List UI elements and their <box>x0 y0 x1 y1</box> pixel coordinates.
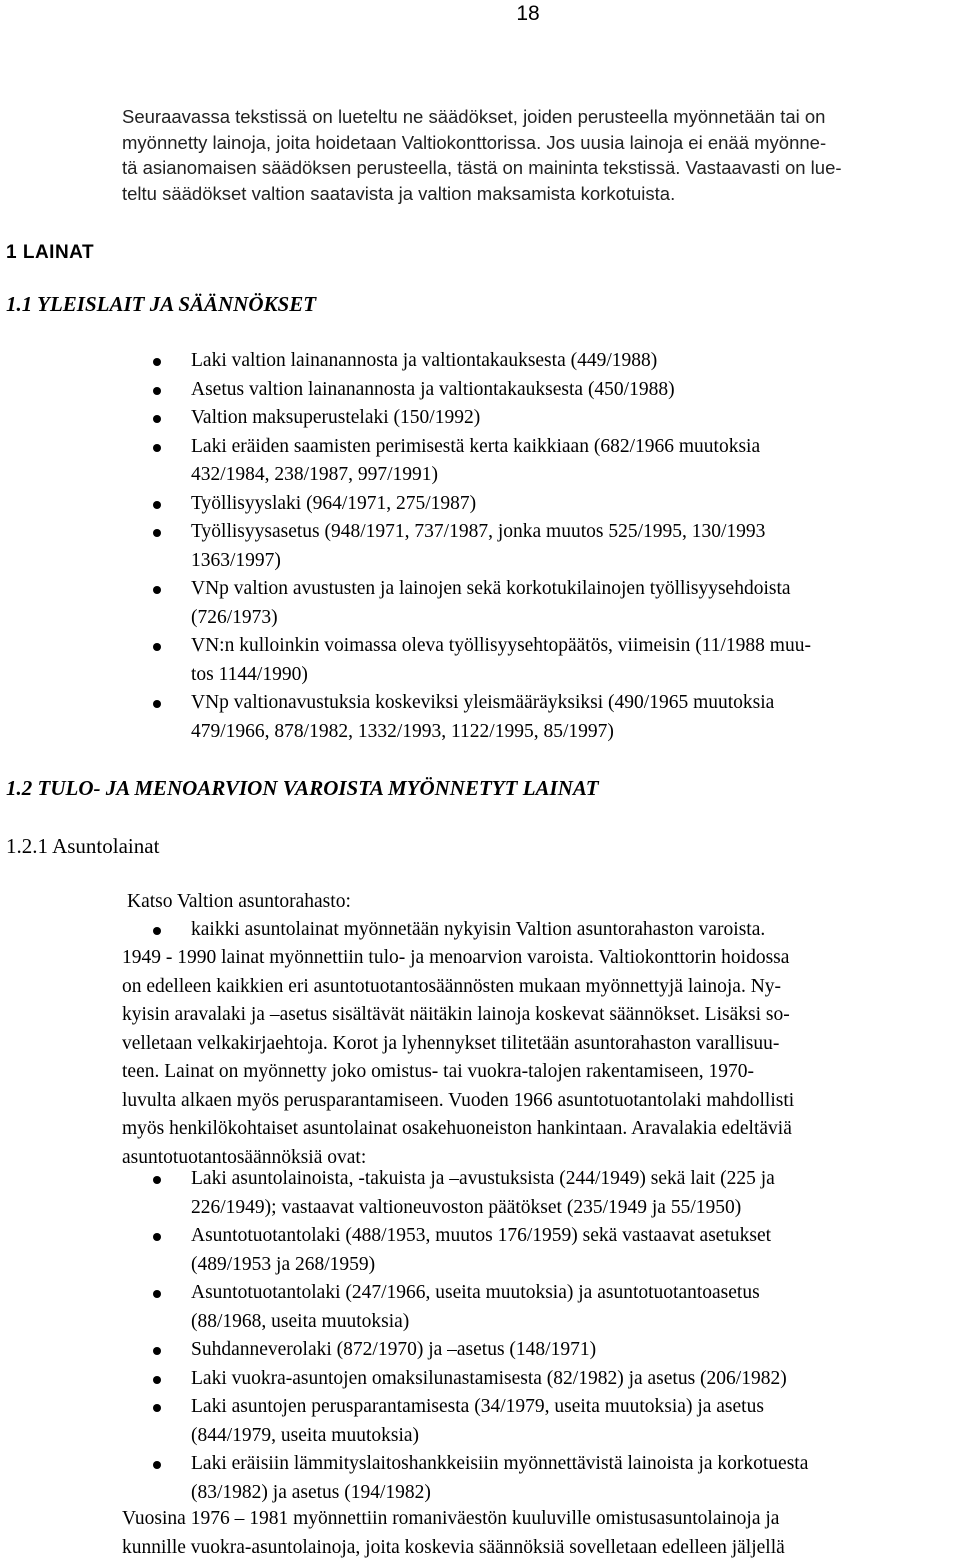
intro-line: Seuraavassa tekstissä on lueteltu ne säädökset, joiden perusteella myönnetään tai on <box>122 104 940 130</box>
bullet-icon <box>153 1290 161 1298</box>
list-item <box>122 490 811 519</box>
list-item-text: Laki asuntojen perusparantamisesta (34/1979, useita muutoksia) ja asetus <box>191 1393 808 1422</box>
page-number: 18 <box>0 2 960 26</box>
list-item-text: Asuntotuotantolaki (247/1966, useita muutoksia) ja asuntotuotantoasetus <box>191 1279 808 1308</box>
list-item-text: 226/1949); vastaavat valtioneuvoston päätökset (235/1949 ja 55/1950) <box>191 1194 808 1223</box>
heading-tulo-ja-menoarvio: 1.2 TULO- JA MENOARVION VAROISTA MYÖNNETYT LAINAT <box>6 776 599 801</box>
bullet-icon <box>153 586 161 594</box>
bullet-icon <box>153 415 161 423</box>
list-item <box>122 575 811 632</box>
list-item-text: Asuntotuotantolaki (488/1953, muutos 176/1959) sekä vastaavat asetukset <box>191 1222 808 1251</box>
bullet-icon <box>153 358 161 366</box>
list-item-text: 479/1966, 878/1982, 1332/1993, 1122/1995, 85/1997) <box>191 718 811 747</box>
list-item-text: tos 1144/1990) <box>191 661 811 690</box>
see-note: Katso Valtion asuntorahasto: <box>127 888 351 917</box>
list-item-text: Asetus valtion lainanannosta ja valtiontakauksesta (450/1988) <box>191 376 811 405</box>
heading-lainat: 1 LAINAT <box>6 242 94 264</box>
list-item <box>122 404 811 433</box>
final-paragraph <box>122 1505 785 1562</box>
list-item-text: Valtion maksuperustelaki (150/1992) <box>191 404 811 433</box>
bullet-icon <box>153 1404 161 1412</box>
list-item-text: Laki eräisiin lämmityslaitoshankkeisiin myönnettävistä lainoista ja korkotuesta <box>191 1450 808 1479</box>
list-item-text: VN:n kulloinkin voimassa oleva työllisyysehtopäätös, viimeisin (11/1988 muu- <box>191 632 811 661</box>
general-laws-list <box>122 347 811 746</box>
list-item <box>122 632 811 689</box>
intro-line: tä asianomaisen säädöksen perusteella, tästä on maininta tekstissä. Vastaavasti on lue- <box>122 155 940 181</box>
intro-line: teltu säädökset valtion saatavista ja valtion maksamista korkotuista. <box>122 181 940 207</box>
bullet-icon <box>153 1347 161 1355</box>
list-item-text: Suhdanneverolaki (872/1970) ja –asetus (148/1971) <box>191 1336 808 1365</box>
heading-asuntolainat: 1.2.1 Asuntolainat <box>6 834 159 859</box>
bullet-icon <box>153 387 161 395</box>
paragraph-line: 1949 - 1990 lainat myönnettiin tulo- ja menoarvion varoista. Valtiokonttorin hoidossa <box>122 944 794 973</box>
list-item-text: Laki vuokra-asuntojen omaksilunastamisesta (82/1982) ja asetus (206/1982) <box>191 1365 808 1394</box>
list-item-text: (726/1973) <box>191 604 811 633</box>
list-item <box>122 433 811 490</box>
list-item <box>122 1336 808 1365</box>
paragraph-line: luvulta alkaen myös perusparantamiseen. Vuoden 1966 asuntotuotantolaki mahdollisti <box>122 1087 794 1116</box>
paragraph-line: on edelleen kaikkien eri asuntotuotantosäännösten mukaan myönnettyjä lainoja. Ny- <box>122 973 794 1002</box>
list-item-text: Laki valtion lainanannosta ja valtiontakauksesta (449/1988) <box>191 347 811 376</box>
list-item-text: (489/1953 ja 268/1959) <box>191 1251 808 1280</box>
housing-regulations-list <box>122 1165 808 1507</box>
bullet-icon <box>153 501 161 509</box>
paragraph-line: teen. Lainat on myönnetty joko omistus- tai vuokra-talojen rakentamiseen, 1970- <box>122 1058 794 1087</box>
bullet-icon <box>153 1376 161 1384</box>
bullet-icon <box>153 927 161 935</box>
list-item-text: Työllisyyslaki (964/1971, 275/1987) <box>191 490 811 519</box>
asuntorahasto-list <box>122 916 765 945</box>
intro-paragraph <box>122 104 940 206</box>
bullet-icon <box>153 700 161 708</box>
bullet-icon <box>153 1176 161 1184</box>
bullet-icon <box>153 643 161 651</box>
paragraph-line: kyisin aravalaki ja –asetus sisältävät näitäkin lainoja koskevat säännökset. Lisäksi so- <box>122 1001 794 1030</box>
list-item <box>122 689 811 746</box>
list-item-text: Työllisyysasetus (948/1971, 737/1987, jonka muutos 525/1995, 130/1993 <box>191 518 811 547</box>
list-item-text: VNp valtion avustusten ja lainojen sekä korkotukilainojen työllisyysehdoista <box>191 575 811 604</box>
heading-yleislait: 1.1 YLEISLAIT JA SÄÄNNÖKSET <box>6 292 316 317</box>
list-item-text: (88/1968, useita muutoksia) <box>191 1308 808 1337</box>
bullet-icon <box>153 1233 161 1241</box>
list-item <box>122 1279 808 1336</box>
list-item <box>122 916 765 945</box>
list-item <box>122 1165 808 1222</box>
list-item-text: Laki eräiden saamisten perimisestä kerta kaikkiaan (682/1966 muutoksia <box>191 433 811 462</box>
list-item <box>122 518 811 575</box>
list-item <box>122 1393 808 1450</box>
list-item-text: VNp valtionavustuksia koskeviksi yleismääräyksiksi (490/1965 muutoksia <box>191 689 811 718</box>
intro-line: myönnetty lainoja, joita hoidetaan Valtiokonttorissa. Jos uusia lainoja ei enää myönne- <box>122 130 940 156</box>
list-item <box>122 1450 808 1507</box>
bullet-icon <box>153 529 161 537</box>
list-item-text: 1363/1997) <box>191 547 811 576</box>
paragraph-line: velletaan velkakirjaehtoja. Korot ja lyhennykset tilitetään asuntorahaston varallisuu- <box>122 1030 794 1059</box>
list-item-text: kaikki asuntolainat myönnetään nykyisin Valtion asuntorahaston varoista. <box>191 916 765 945</box>
list-item <box>122 347 811 376</box>
list-item <box>122 1222 808 1279</box>
history-paragraph <box>122 944 794 1172</box>
paragraph-line: Vuosina 1976 – 1981 myönnettiin romaniväestön kuuluville omistusasuntolainoja ja <box>122 1505 785 1534</box>
bullet-icon <box>153 1461 161 1469</box>
list-item-text: Laki asuntolainoista, -takuista ja –avustuksista (244/1949) sekä lait (225 ja <box>191 1165 808 1194</box>
list-item-text: 432/1984, 238/1987, 997/1991) <box>191 461 811 490</box>
list-item-text: (844/1979, useita muutoksia) <box>191 1422 808 1451</box>
paragraph-line: kunnille vuokra-asuntolainoja, joita koskevia säännöksiä sovelletaan edelleen jäljellä <box>122 1534 785 1562</box>
list-item <box>122 376 811 405</box>
bullet-icon <box>153 444 161 452</box>
paragraph-line: asuntotuotantosäännöksiä ovat: <box>122 1144 794 1173</box>
list-item <box>122 1365 808 1394</box>
paragraph-line: myös henkilökohtaiset asuntolainat osakehuoneiston hankintaan. Aravalakia edeltäviä <box>122 1115 794 1144</box>
list-item-text: (83/1982) ja asetus (194/1982) <box>191 1479 808 1508</box>
